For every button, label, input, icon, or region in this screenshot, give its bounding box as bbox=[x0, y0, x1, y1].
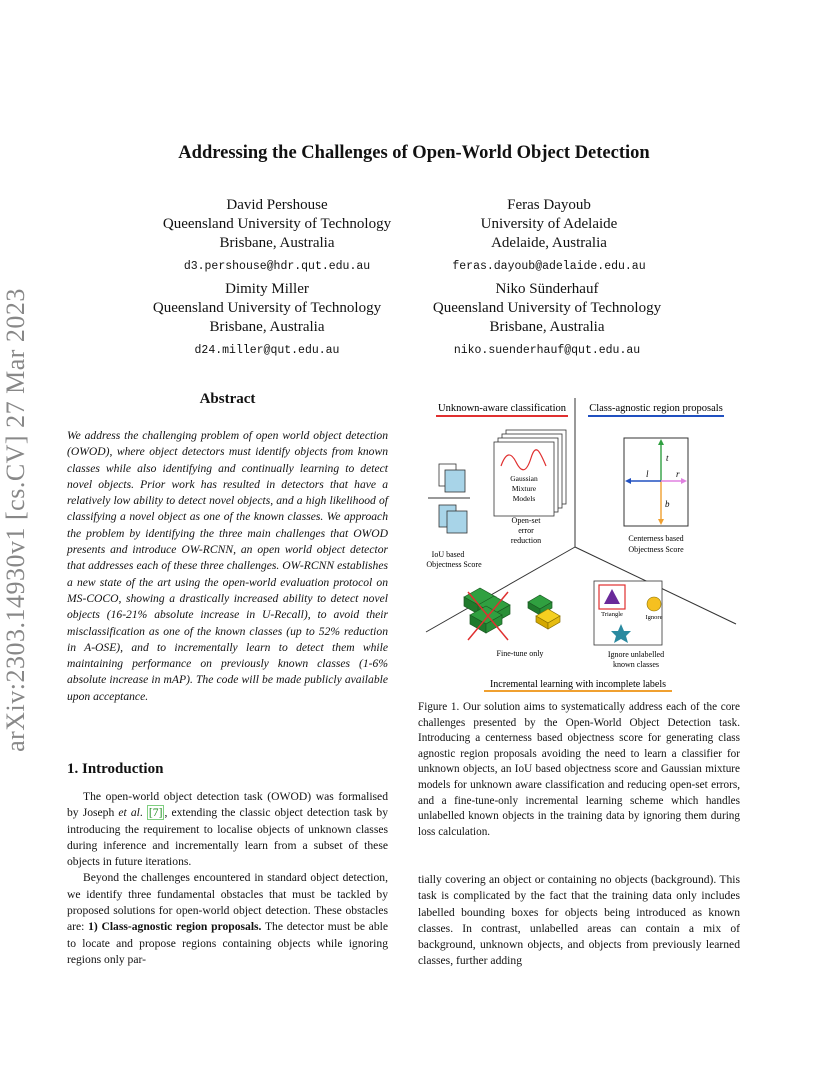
author-name: Dimity Miller bbox=[225, 281, 309, 297]
label-iou-2: Objectness Score bbox=[426, 560, 482, 569]
intro-paragraph-2 bbox=[67, 870, 388, 968]
axis-t: t bbox=[666, 453, 669, 463]
label-centerness-2: Objectness Score bbox=[628, 545, 684, 554]
label-ignore-unlabelled-2: known classes bbox=[613, 660, 659, 669]
author-location: Brisbane, Australia bbox=[489, 319, 605, 335]
author-block-2 bbox=[434, 196, 664, 276]
abstract-text: We address the challenging problem of open world object detection (OWOD), where object detectors must identify objects from known classes while also identifying and continually learning to detect novel objects. Prior work has resulted in detectors that have a relatively low ability to detect novel objects, and a high likelihood of classifying a novel object as one of the known classes. We approach the problem by identifying the three main challenges that OWOD presents and introduce OW-RCNN, an open world object detector that addresses each of these three challenges. OW-RCNN establishes a new state of the art using the open-world evaluation protocol on MS-COCO, showing a drastically increased ability to detect novel objects (16-21% absolute increase in U-Recall), to avoid their misclassification as one of the known classes (up to 52% reduction in A-OSE), and to incrementally learn to detect them while maintaining performance on previously known classes (1-6% absolute increase in mAP). The code will be made publicly available upon acceptance. bbox=[67, 429, 388, 703]
finetune-cubes-icon bbox=[464, 588, 560, 640]
label-gmm-2: Mixture bbox=[511, 484, 537, 493]
axis-l: l bbox=[646, 469, 649, 479]
author-name: David Pershouse bbox=[226, 197, 328, 213]
label-incremental: Incremental learning with incomplete labels bbox=[489, 679, 667, 690]
label-gmm-3: Models bbox=[512, 494, 536, 503]
author-block-1 bbox=[152, 196, 402, 276]
author-email[interactable]: niko.suenderhauf@qut.edu.au bbox=[453, 344, 641, 357]
author-location: Brisbane, Australia bbox=[219, 235, 335, 251]
label-ignore-unlabelled-1: Ignore unlabelled bbox=[607, 650, 665, 659]
gmm-cards-icon bbox=[494, 430, 566, 516]
author-email[interactable]: d24.miller@qut.edu.au bbox=[194, 344, 340, 357]
paper-title: Addressing the Challenges of Open-World Object Detection bbox=[178, 143, 650, 163]
author-affiliation: Queensland University of Technology bbox=[432, 300, 662, 316]
centerness-diagram-icon bbox=[624, 438, 688, 526]
label-iou-1: IoU based bbox=[431, 550, 465, 559]
text-run: et al bbox=[118, 806, 140, 820]
text-run: Beyond the challenges encountered in standard object detection, we identify three fundamental obstacles that must be tackled by proposed solutions for open-world object detection. These obstacles are: bbox=[67, 871, 388, 934]
abstract-heading: Abstract bbox=[199, 391, 256, 407]
intro-heading: 1. Introduction bbox=[67, 761, 164, 777]
author-block-4 bbox=[412, 280, 682, 360]
author-block-3 bbox=[122, 280, 412, 360]
author-email[interactable]: d3.pershouse@hdr.qut.edu.au bbox=[183, 260, 371, 273]
label-centerness-1: Centerness based bbox=[628, 534, 684, 543]
author-email[interactable]: feras.dayoub@adelaide.edu.au bbox=[452, 260, 646, 273]
author-affiliation: University of Adelaide bbox=[480, 216, 618, 232]
intro-paragraph-1 bbox=[67, 789, 388, 870]
label-unknown-aware: Unknown-aware classification bbox=[438, 403, 566, 414]
author-location: Brisbane, Australia bbox=[209, 319, 325, 335]
author-location: Adelaide, Australia bbox=[491, 235, 607, 251]
intro-body bbox=[67, 789, 388, 968]
axis-b: b bbox=[665, 499, 670, 509]
text-run: , extending the classic object detection task by introducing the requirement to localise objects of unknown classes during inference and incrementally learn from a subset of these objects in future iterations. bbox=[67, 806, 389, 869]
label-openset-1: Open-set bbox=[511, 516, 541, 525]
text-run: The open-world object detection task (OWOD) was formalised by Joseph bbox=[67, 790, 388, 820]
label-ignore: Ignore bbox=[645, 614, 663, 621]
label-openset-2: error bbox=[518, 526, 534, 535]
figure-1-diagram bbox=[418, 392, 748, 692]
author-name: Feras Dayoub bbox=[507, 197, 591, 213]
label-triangle: Triangle bbox=[601, 611, 623, 618]
figure-caption: Figure 1. Our solution aims to systematically address each of the core challenges presented by the Open-World Object Detection task. Introducing a centerness based objectness score for generating class agnostic region proposals avoiding the need to learn a classifier for unknown objects, an IoU based objectness score and Gaussian mixture models for unknown aware classification and reducing open-set errors, and a fine-tune-only incremental learning scheme which handles unlabelled known objects in the training data by ignoring them during loss calculation. bbox=[418, 701, 740, 838]
text-run: . bbox=[139, 806, 147, 820]
label-finetune: Fine-tune only bbox=[496, 649, 544, 658]
text-run: The detector must be able to locate and propose regions containing objects while ignoring regions only par- bbox=[67, 920, 388, 966]
right-column-text: tially covering an object or containing no objects (background). This task is complicated by the fact that the training data only includes labelled bounding boxes for objects being introduced as known classes. In contrast, unlabelled areas can contain a mix of background, unknown objects, and objects from previously learned classes, further adding bbox=[418, 873, 740, 968]
author-name: Niko Sünderhauf bbox=[495, 281, 599, 297]
label-openset-3: reduction bbox=[510, 536, 542, 545]
label-gmm-1: Gaussian bbox=[510, 474, 538, 483]
author-affiliation: Queensland University of Technology bbox=[162, 216, 392, 232]
iou-boxes-icon bbox=[428, 464, 470, 533]
text-run: 1) Class-agnostic region proposals. bbox=[88, 920, 262, 934]
arxiv-stamp-text: arXiv:2303.14930v1 [cs.CV] 27 Mar 2023 bbox=[1, 288, 30, 752]
author-affiliation: Queensland University of Technology bbox=[152, 300, 382, 316]
label-class-agnostic: Class-agnostic region proposals bbox=[589, 403, 723, 414]
axis-r: r bbox=[676, 469, 680, 479]
citation-link[interactable]: [7] bbox=[148, 806, 163, 820]
